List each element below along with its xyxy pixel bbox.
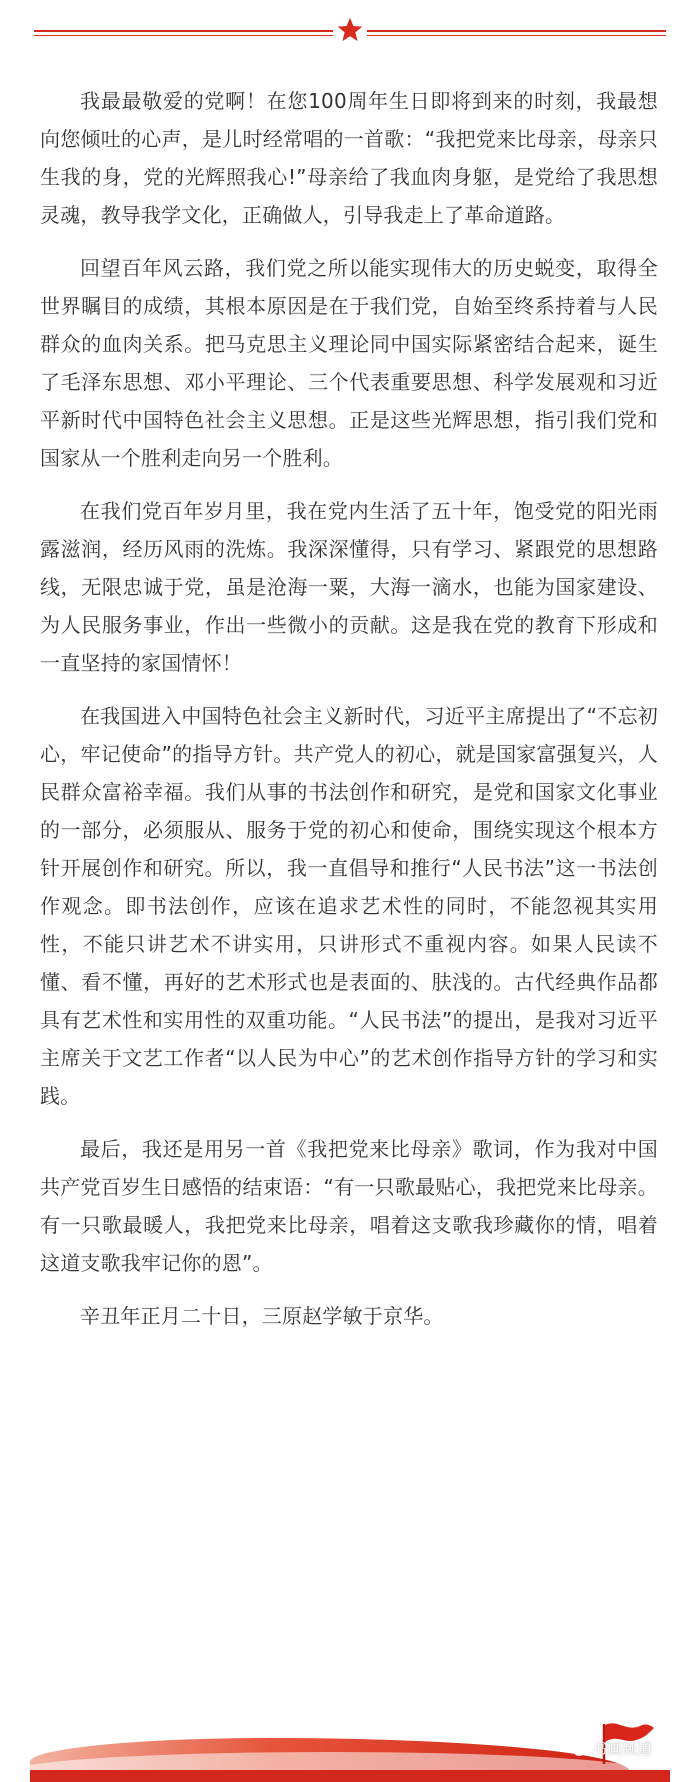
watermark-text: 书画频道 [592,1740,653,1758]
paragraph: 我最最敬爱的党啊！在您100周年生日即将到来的时刻，我最想向您倾吐的心声，是儿时经常唱的一首歌：“我把党来比母亲，母亲只生我的身，党的光辉照我心!”母亲给了我血肉身躯，是党给了我思想灵魂，教导我学文化，正确做人，引导我走上了革命道路。 [40,89,658,227]
paragraph: 在我们党百年岁月里，我在党内生活了五十年，饱受党的阳光雨露滋润，经历风雨的洗炼。我深深懂得，只有学习、紧跟党的思想路线，无限忠诚于党，虽是沧海一粟，大海一滴水，也能为国家建设、为人民服务事业，作出一些微小的贡献。这是我在党的教育下形成和一直坚持的家国情怀！ [40,499,658,675]
paragraph: 回望百年风云路，我们党之所以能实现伟大的历史蜕变，取得全世界瞩目的成绩，其根本原因是在于我们党，自始至终系持着与人民群众的血肉关系。把马克思主义理论同中国实际紧密结合起来，诞生了毛泽东思想、邓小平理论、三个代表重要思想、科学发展观和习近平新时代中国特色社会主义思想。正是这些光辉思想，指引我们党和国家从一个胜利走向另一个胜利。 [40,256,658,470]
divider-line-left-thin [34,35,333,36]
top-divider [0,0,700,60]
paragraph: 在我国进入中国特色社会主义新时代，习近平主席提出了“不忘初心，牢记使命”的指导方针。共产党人的初心，就是国家富强复兴，人民群众富裕幸福。我们从事的书法创作和研究，是党和国家文化事业的一部分，必须服从、服务于党的初心和使命，围绕实现这个根本方针开展创作和研究。所以，我一直倡导和推行“人民书法”这一书法创作观念。即书法创作，应该在追求艺术性的同时，不能忽视其实用性，不能只讲艺术不讲实用，只讲形式不重视内容。如果人民读不懂、看不懂，再好的艺术形式也是表面的、肤浅的。古代经典作品都具有艺术性和实用性的双重功能。“人民书法”的提出，是我对习近平主席关于文艺工作者“以人民为中心”的艺术创作指导方针的学习和实践。 [40,704,658,1108]
signature-line: 辛丑年正月二十日，三原赵学敏于京华。 [80,1304,444,1328]
divider-line-left [34,30,333,32]
divider-line-right [367,30,666,32]
wechat-icon [566,1740,586,1758]
article-body [40,82,658,1350]
star-icon [336,16,364,44]
bottom-bar [30,1770,670,1782]
watermark [566,1738,652,1759]
paragraph: 最后，我还是用另一首《我把党来比母亲》歌词，作为我对中国共产党百岁生日感悟的结束语：“有一只歌最贴心，我把党来比母亲。有一只歌最暖人，我把党来比母亲，唱着这支歌我珍藏你的情，唱着这道支歌我牢记你的恩”。 [40,1137,658,1275]
divider-line-right-thin [367,35,666,36]
